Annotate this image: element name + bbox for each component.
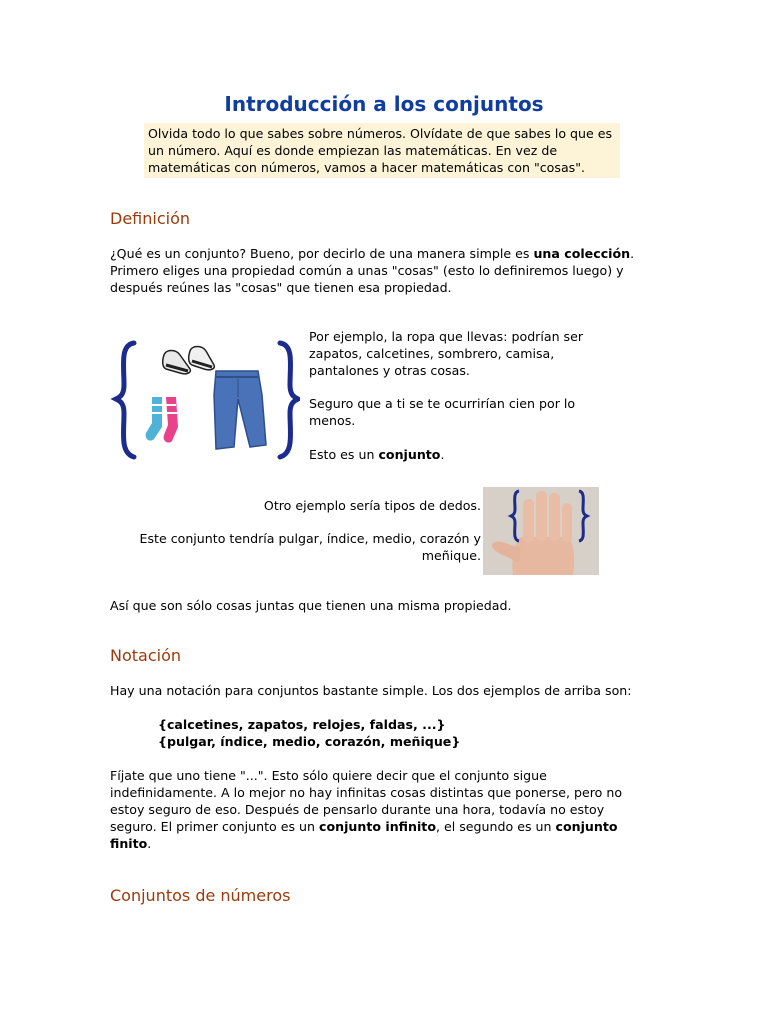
clothes-set-illustration [110,335,300,465]
dedos-paragraph-2: Este conjunto tendría pulgar, índice, medio, corazón y meñique. [139,531,481,563]
intro-box [144,123,620,178]
fingers-hand-photo [483,487,599,575]
notacion-text-c: . [147,836,152,851]
definicion-closing: Así que son sólo cosas juntas que tienen una misma propiedad. [110,598,512,613]
intro-text: Olvida todo lo que sabes sobre números. Olvídate de que sabes lo que es un número. Aquí es donde empiezan las matemáticas. En vez de matemáticas con números, vamos a hacer matemáticas con "cosas". [148,126,613,175]
definicion-paragraph [110,245,650,296]
notacion-paragraph-2 [110,767,642,852]
ropa-paragraph-1: Por ejemplo, la ropa que llevas: podrían ser zapatos, calcetines, sombrero, camisa, pantalones y otras cosas. [309,329,584,378]
ropa-bold: conjunto [378,447,441,462]
heading-conjuntos-numeros: Conjuntos de números [110,886,291,905]
notation-examples [158,716,460,750]
ropa-text-a: Esto es un [309,447,379,462]
set-example-2: {pulgar, índice, medio, corazón, meñique} [158,734,461,749]
dedos-paragraph-1: Otro ejemplo sería tipos de dedos. [263,498,481,513]
definicion-text-b: . Primero eliges una propiedad común a unas "cosas" (esto lo definiremos luego) y después reúnes las "cosas" que tienen esa propiedad. [110,246,635,295]
ropa-paragraph-3 [309,446,609,463]
dedos-text-block [110,497,481,564]
page-title: Introducción a los conjuntos [224,92,544,116]
ropa-text-block [309,328,609,463]
heading-definicion: Definición [110,209,190,228]
notacion-paragraph-1: Hay una notación para conjuntos bastante simple. Los dos ejemplos de arriba son: [110,683,632,698]
definicion-bold: una colección [533,246,631,261]
heading-notacion: Notación [110,646,182,665]
infinite-set-term: conjunto infinito [319,819,436,834]
ropa-text-b: . [440,447,445,462]
ropa-paragraph-2: Seguro que a ti se te ocurrirían cien por lo menos. [309,396,576,428]
notacion-text-b: , el segundo es un [435,819,556,834]
definicion-text-a: ¿Qué es un conjunto? Bueno, por decirlo de una manera simple es [110,246,534,261]
finite-set-term: conjunto finito [110,819,618,851]
notacion-text-a: Fíjate que uno tiene "...". Esto sólo quiere decir que el conjunto sigue indefinidamente. A lo mejor no hay infinitas cosas distintas que ponerse, pero no estoy seguro de eso. Después de pensarlo durante una hora, todavía no estoy seguro. El primer conjunto es un [110,768,623,834]
set-example-1: {calcetines, zapatos, relojes, faldas, ...} [158,717,446,732]
